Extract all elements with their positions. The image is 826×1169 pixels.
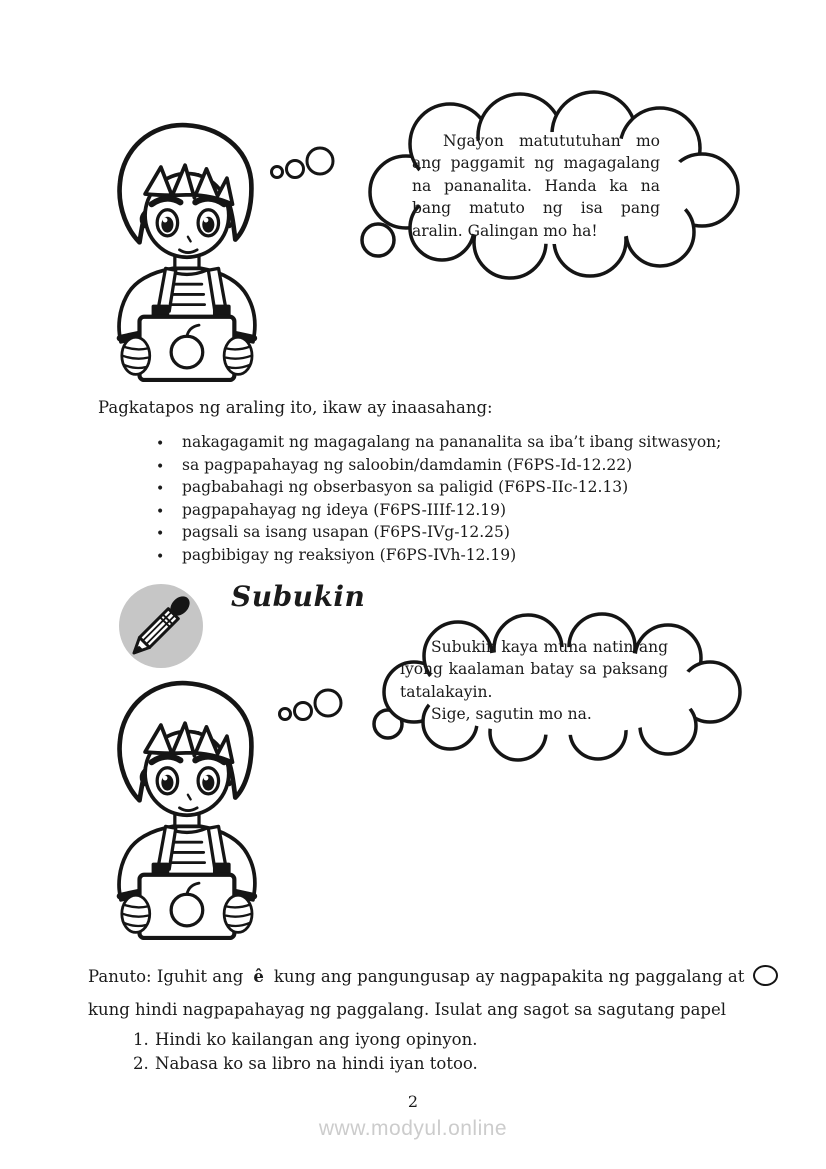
panuto-prefix: Panuto: Iguhit ang xyxy=(88,967,244,986)
panuto-line-1 xyxy=(88,960,788,993)
bubble-subukin-text xyxy=(400,636,668,726)
bubble-paragraph: Sige, sagutin mo na. xyxy=(431,705,592,724)
activity-items xyxy=(133,1028,478,1075)
list-item xyxy=(156,500,766,523)
list-item xyxy=(156,522,766,545)
list-item xyxy=(156,455,766,478)
list-item xyxy=(156,432,766,455)
list-item-text: pagbabahagi ng obserbasyon sa paligid (F6PS-IIc-12.13) xyxy=(182,478,629,497)
bullet-icon xyxy=(156,545,182,568)
item-number: 1. xyxy=(133,1030,149,1049)
thought-dots-icon xyxy=(276,686,350,728)
bullet-icon xyxy=(156,522,182,545)
bubble-intro-text: Ngayon matututuhan mo ang paggamit ng magagalang na pananalita. Handa ka na bang matuto ng isa pang aralin. Galingan mo ha! xyxy=(412,132,660,240)
bullet-icon xyxy=(156,500,182,523)
thought-bubble-intro xyxy=(360,90,744,284)
panuto-instructions xyxy=(88,960,788,1026)
list-item-text: nakagagamit ng magagalang na pananalita sa iba’t ibang sitwasyon; xyxy=(182,433,722,451)
bullet-icon xyxy=(156,477,182,500)
boy-with-laptop-illustration xyxy=(93,670,279,940)
pencil-icon xyxy=(119,584,203,668)
expectations-lead: Pagkatapos ng araling ito, ikaw ay inaasahang: xyxy=(98,398,493,417)
bubble-paragraph: Subukin kaya muna natin ang iyong kaalaman batay sa paksang tatalakayin. xyxy=(400,638,668,701)
bullet-icon xyxy=(156,455,182,478)
smile-symbol: ê xyxy=(253,967,264,986)
item-text: Nabasa ko sa libro na hindi iyan totoo. xyxy=(155,1053,478,1073)
list-item-text: pagsali sa isang usapan (F6PS-IVg-12.25) xyxy=(182,523,510,542)
list-item xyxy=(156,545,766,568)
expectations-list xyxy=(156,432,766,568)
thought-dots-icon xyxy=(268,144,342,186)
item-text: Hindi ko kailangan ang iyong opinyon. xyxy=(155,1030,478,1049)
watermark: www.modyul.online xyxy=(318,1117,508,1140)
section-title-subukin: Subukin xyxy=(231,580,366,613)
circle-outline-symbol xyxy=(753,965,778,986)
panuto-middle: kung ang pangungusap ay nagpapakita ng paggalang at xyxy=(273,967,745,986)
boy-with-laptop-illustration xyxy=(93,112,279,382)
numbered-item xyxy=(133,1052,478,1076)
list-item-text: pagbibigay ng reaksiyon (F6PS-IVh-12.19) xyxy=(182,545,517,564)
list-item-text: pagpapahayag ng ideya (F6PS-IIIf-12.19) xyxy=(182,500,507,519)
numbered-item xyxy=(133,1028,478,1052)
list-item-text: sa pagpapahayag ng saloobin/damdamin (F6PS-Id-12.22) xyxy=(182,455,633,474)
item-number: 2. xyxy=(133,1053,149,1073)
page-number: 2 xyxy=(407,1092,419,1111)
list-item xyxy=(156,477,766,500)
panuto-line-2: kung hindi nagpapahayag ng paggalang. Isulat ang sagot sa sagutang papel xyxy=(88,1000,727,1019)
bullet-icon xyxy=(156,432,182,455)
thought-bubble-subukin xyxy=(370,612,750,762)
